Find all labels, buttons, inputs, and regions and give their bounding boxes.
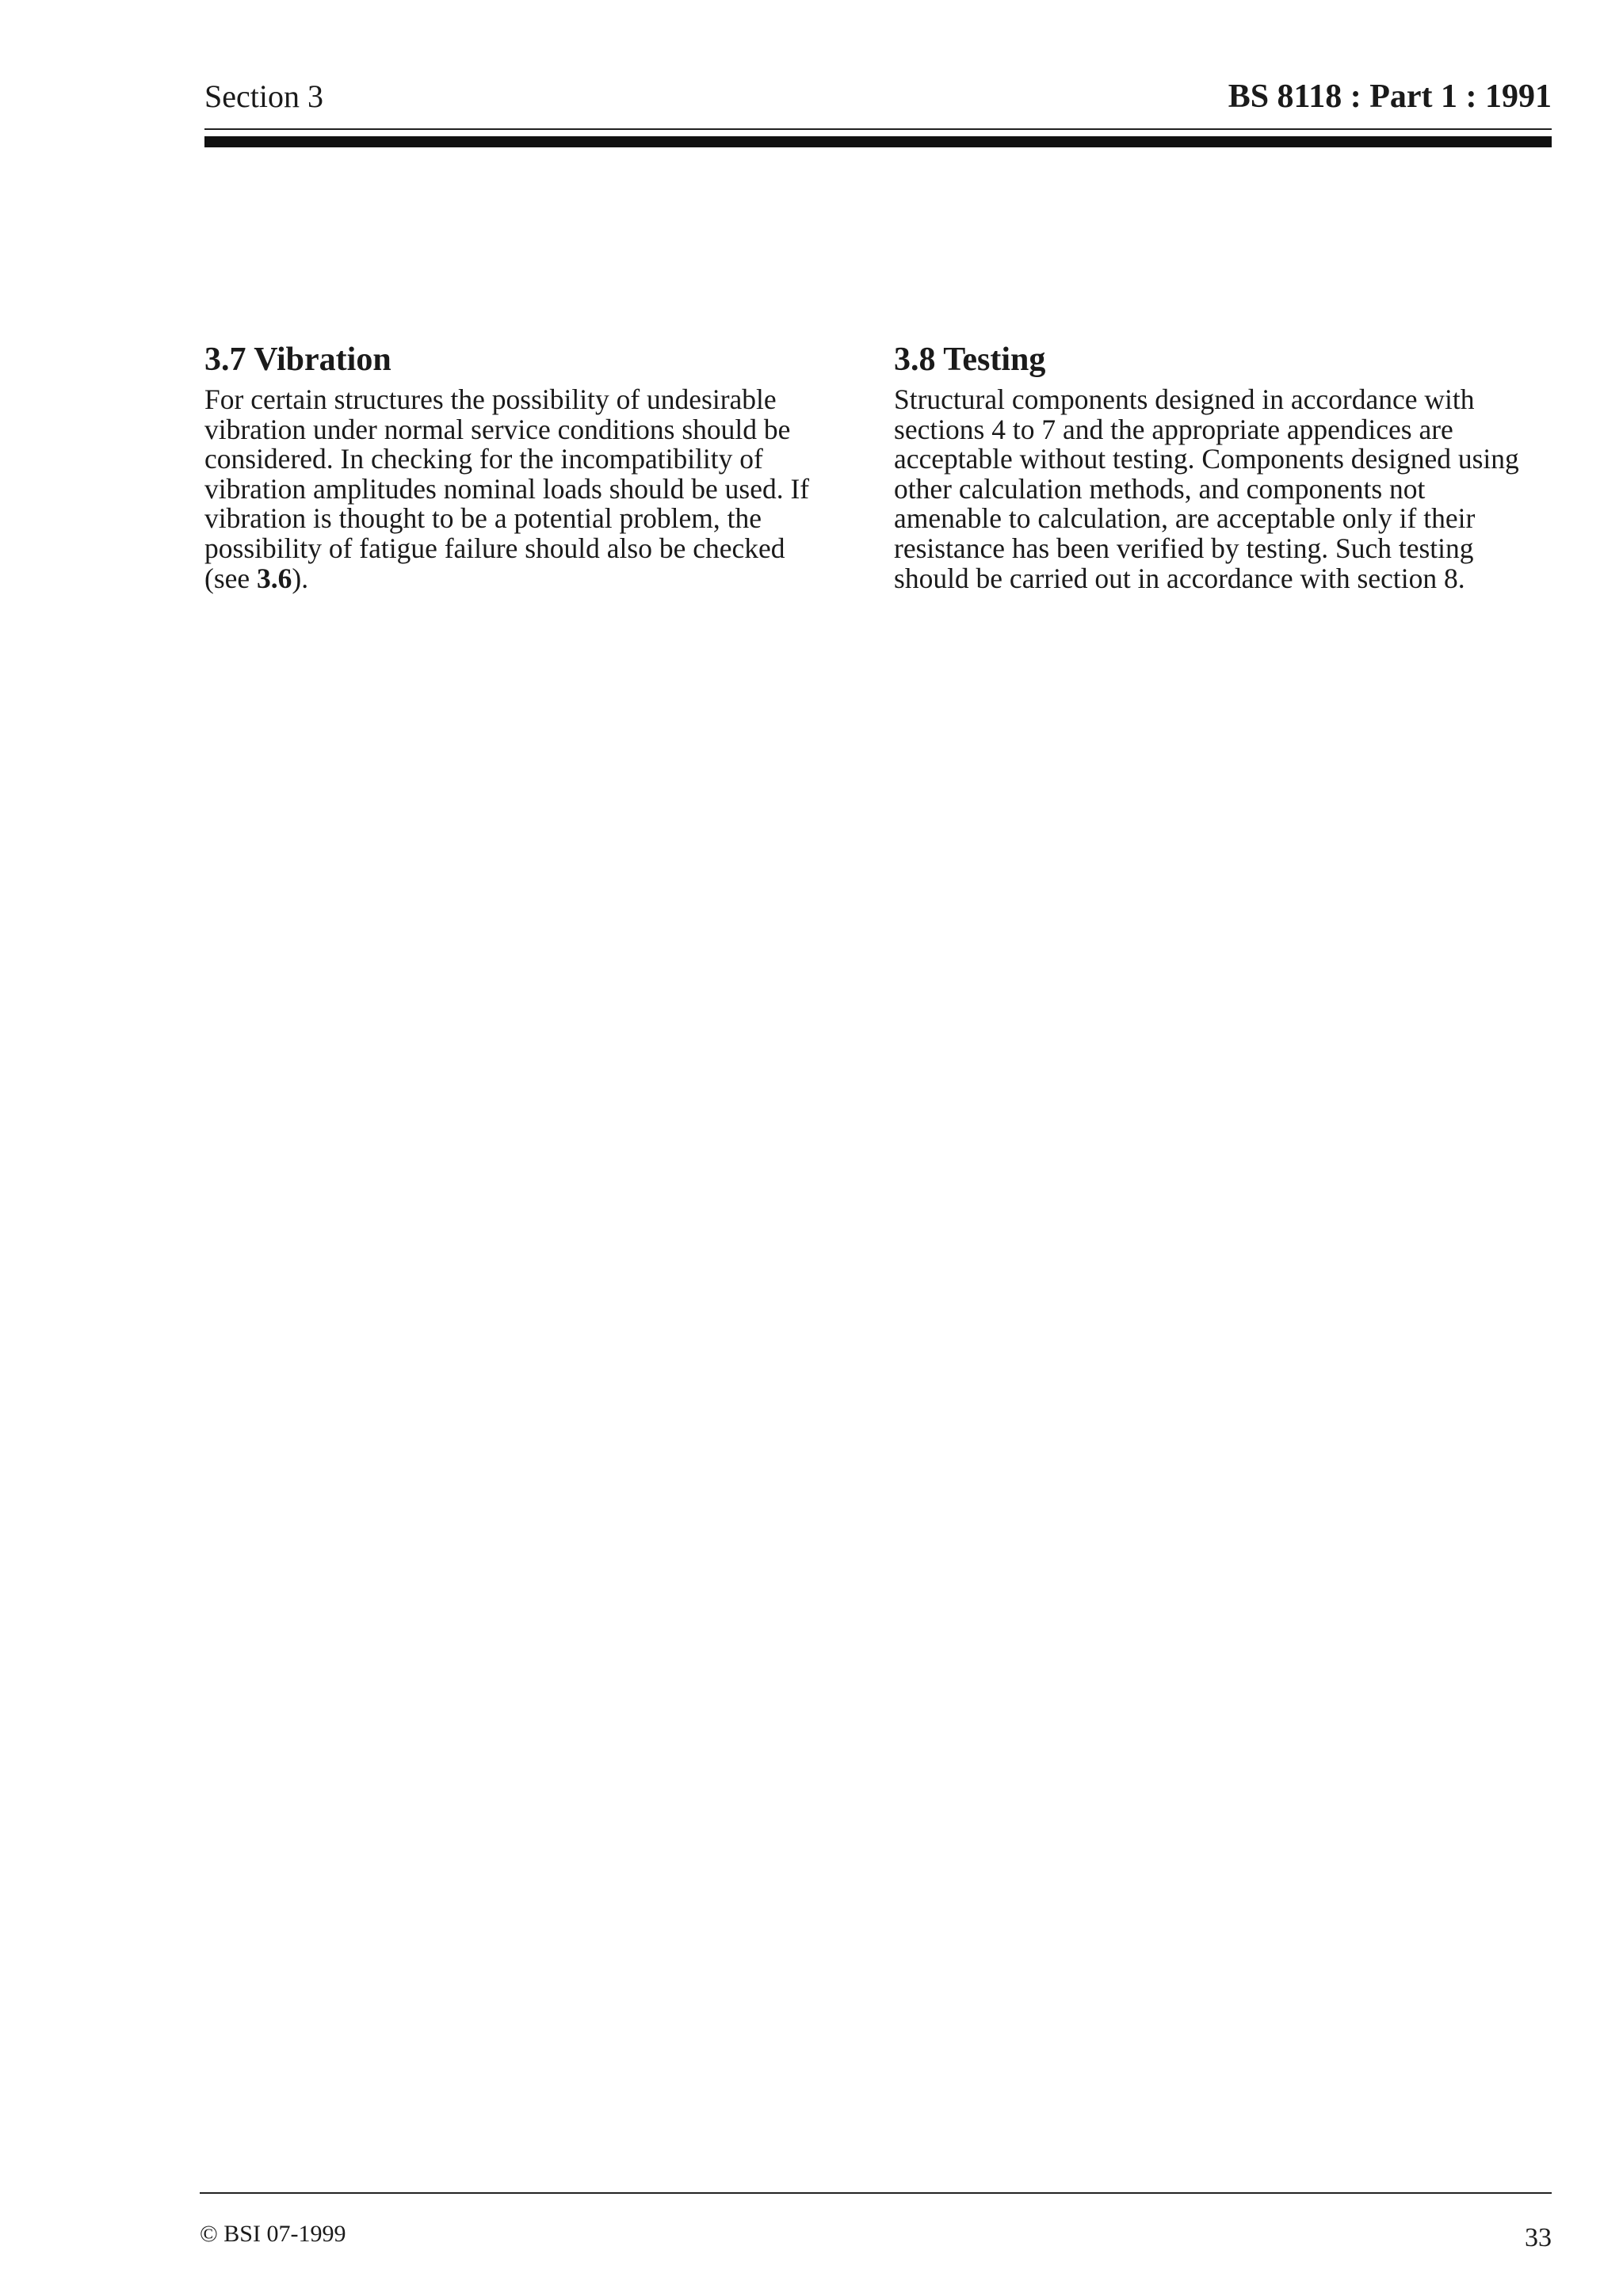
- copyright-notice: © BSI 07-1999: [200, 2221, 346, 2247]
- running-header-section: Section 3: [204, 78, 323, 114]
- section-testing: [894, 339, 1560, 593]
- section-body: [894, 385, 1560, 593]
- section-body: [204, 385, 854, 593]
- page-number: 33: [1525, 2223, 1552, 2252]
- section-heading: 3.7 Vibration: [204, 341, 391, 378]
- section-heading: 3.8 Testing: [894, 341, 1046, 378]
- footer-rule: [200, 2192, 1552, 2194]
- section-vibration: [204, 339, 854, 593]
- body-text: Structural components designed in accordance with sections 4 to 7 and the appropriate appendices are acceptable without testing. Components designed using other calculation methods, and components not amenable to calculation, are acceptable only if their resistance has been verified by testing. Such testing should be carried out in accordance with section 8.: [894, 383, 1519, 594]
- header-thick-rule: [204, 136, 1552, 147]
- body-text: For certain structures the possibility of undesirable vibration under normal service conditions should be considered. In checking for the incompatibility of vibration amplitudes nominal loads should be used. If vibration is thought to be a potential problem, the possibility of fatigue failure should also be checked (see: [204, 383, 810, 594]
- header-thin-rule: [204, 128, 1552, 130]
- cross-reference: 3.6: [257, 562, 292, 594]
- running-header-standard: BS 8118 : Part 1 : 1991: [1228, 78, 1552, 115]
- body-text-end: ).: [292, 562, 309, 594]
